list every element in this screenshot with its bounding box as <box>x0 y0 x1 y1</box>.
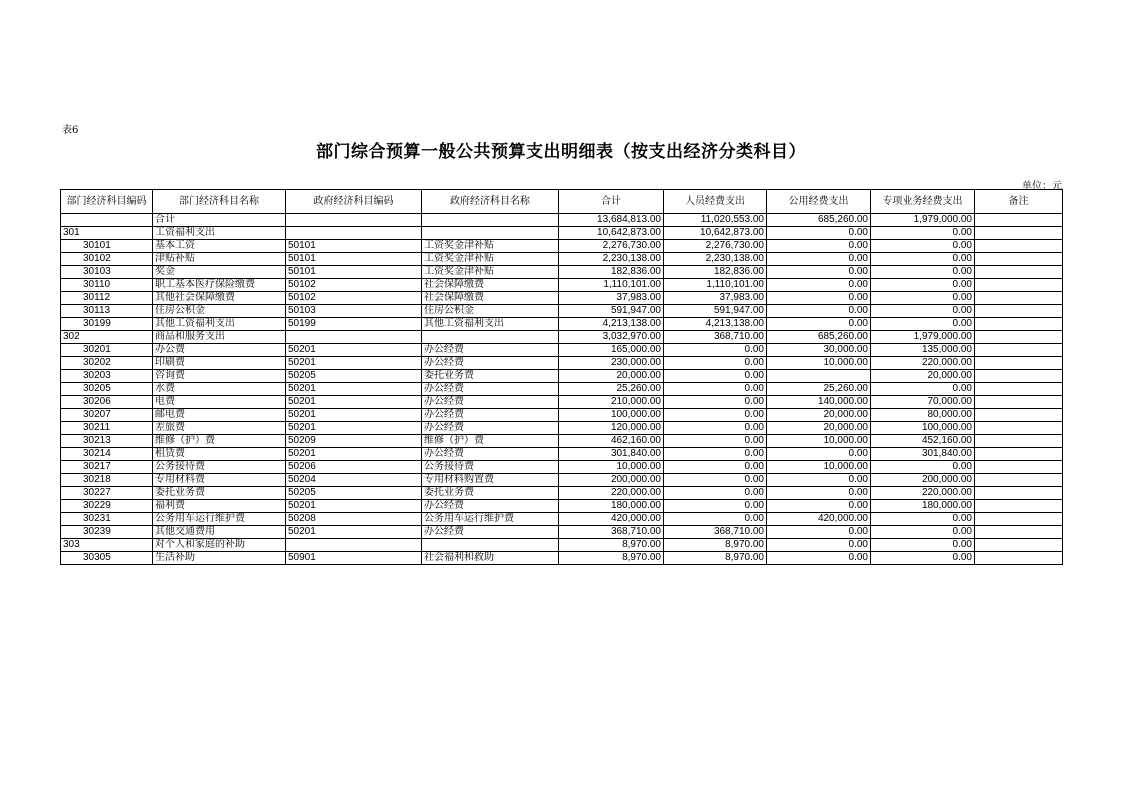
cell-personnel: 2,230,138.00 <box>664 253 767 266</box>
cell-public: 685,260.00 <box>767 214 871 227</box>
cell-dept-code: 30202 <box>61 357 153 370</box>
cell-remark <box>975 357 1063 370</box>
cell-dept-name: 奖金 <box>153 266 286 279</box>
cell-dept-code: 30206 <box>61 396 153 409</box>
cell-personnel: 4,213,138.00 <box>664 318 767 331</box>
cell-total: 37,983.00 <box>559 292 664 305</box>
cell-total: 8,970.00 <box>559 552 664 565</box>
cell-public: 685,260.00 <box>767 331 871 344</box>
header-public: 公用经费支出 <box>767 190 871 214</box>
table-row <box>61 539 1063 552</box>
table-row <box>61 409 1063 422</box>
cell-personnel: 368,710.00 <box>664 331 767 344</box>
cell-gov-name: 公务用车运行维护费 <box>422 513 559 526</box>
cell-gov-code: 50209 <box>286 435 422 448</box>
cell-personnel: 0.00 <box>664 448 767 461</box>
cell-gov-code: 50201 <box>286 383 422 396</box>
cell-gov-name: 维修（护）费 <box>422 435 559 448</box>
cell-dept-code: 30110 <box>61 279 153 292</box>
cell-dept-code: 30103 <box>61 266 153 279</box>
header-total: 合计 <box>559 190 664 214</box>
cell-remark <box>975 409 1063 422</box>
cell-dept-name: 印刷费 <box>153 357 286 370</box>
cell-remark <box>975 383 1063 396</box>
cell-gov-code: 50103 <box>286 305 422 318</box>
table-row <box>61 331 1063 344</box>
cell-dept-code: 30305 <box>61 552 153 565</box>
cell-gov-name <box>422 227 559 240</box>
cell-dept-code: 301 <box>61 227 153 240</box>
cell-gov-code: 50201 <box>286 448 422 461</box>
cell-gov-code <box>286 214 422 227</box>
cell-dept-name: 住房公积金 <box>153 305 286 318</box>
table-row <box>61 526 1063 539</box>
cell-remark <box>975 448 1063 461</box>
unit-label: 单位：元 <box>1022 181 1062 192</box>
cell-total: 220,000.00 <box>559 487 664 500</box>
cell-personnel: 2,276,730.00 <box>664 240 767 253</box>
cell-dept-name: 工资福利支出 <box>153 227 286 240</box>
cell-dept-code: 30217 <box>61 461 153 474</box>
cell-special: 0.00 <box>871 227 975 240</box>
cell-personnel: 182,836.00 <box>664 266 767 279</box>
cell-gov-name: 住房公积金 <box>422 305 559 318</box>
cell-gov-code: 50204 <box>286 474 422 487</box>
cell-personnel: 0.00 <box>664 357 767 370</box>
cell-remark <box>975 279 1063 292</box>
cell-dept-code: 30203 <box>61 370 153 383</box>
cell-total: 2,276,730.00 <box>559 240 664 253</box>
cell-dept-name: 办公费 <box>153 344 286 357</box>
cell-public: 0.00 <box>767 500 871 513</box>
cell-personnel: 1,110,101.00 <box>664 279 767 292</box>
cell-remark <box>975 292 1063 305</box>
table-row <box>61 370 1063 383</box>
cell-total: 120,000.00 <box>559 422 664 435</box>
header-personnel: 人员经费支出 <box>664 190 767 214</box>
cell-dept-name: 邮电费 <box>153 409 286 422</box>
table-row <box>61 513 1063 526</box>
cell-special: 0.00 <box>871 240 975 253</box>
cell-remark <box>975 474 1063 487</box>
cell-dept-name: 商品和服务支出 <box>153 331 286 344</box>
table-row <box>61 552 1063 565</box>
cell-gov-code: 50201 <box>286 409 422 422</box>
cell-gov-code <box>286 331 422 344</box>
cell-gov-name <box>422 539 559 552</box>
cell-total: 100,000.00 <box>559 409 664 422</box>
table-row <box>61 448 1063 461</box>
cell-total: 2,230,138.00 <box>559 253 664 266</box>
cell-dept-code: 30227 <box>61 487 153 500</box>
cell-special: 301,840.00 <box>871 448 975 461</box>
cell-total: 8,970.00 <box>559 539 664 552</box>
cell-dept-code: 30211 <box>61 422 153 435</box>
cell-gov-code: 50205 <box>286 487 422 500</box>
cell-personnel: 0.00 <box>664 396 767 409</box>
cell-dept-name: 公务接待费 <box>153 461 286 474</box>
cell-dept-code: 30214 <box>61 448 153 461</box>
cell-total: 200,000.00 <box>559 474 664 487</box>
cell-dept-code <box>61 214 153 227</box>
table-row <box>61 266 1063 279</box>
cell-total: 420,000.00 <box>559 513 664 526</box>
cell-remark <box>975 461 1063 474</box>
cell-total: 165,000.00 <box>559 344 664 357</box>
cell-public: 140,000.00 <box>767 396 871 409</box>
cell-special: 100,000.00 <box>871 422 975 435</box>
cell-gov-code: 50206 <box>286 461 422 474</box>
cell-special: 200,000.00 <box>871 474 975 487</box>
cell-dept-code: 30239 <box>61 526 153 539</box>
cell-special: 0.00 <box>871 253 975 266</box>
cell-remark <box>975 500 1063 513</box>
cell-special: 1,979,000.00 <box>871 214 975 227</box>
table-row <box>61 396 1063 409</box>
cell-personnel: 0.00 <box>664 513 767 526</box>
cell-special: 220,000.00 <box>871 357 975 370</box>
cell-gov-code <box>286 227 422 240</box>
cell-gov-name: 工资奖金津补贴 <box>422 266 559 279</box>
cell-special: 0.00 <box>871 461 975 474</box>
cell-dept-code: 30229 <box>61 500 153 513</box>
header-gov-code: 政府经济科目编码 <box>286 190 422 214</box>
cell-remark <box>975 227 1063 240</box>
cell-gov-code: 50102 <box>286 279 422 292</box>
cell-remark <box>975 318 1063 331</box>
cell-dept-name: 职工基本医疗保险缴费 <box>153 279 286 292</box>
cell-remark <box>975 422 1063 435</box>
cell-dept-code: 303 <box>61 539 153 552</box>
cell-personnel: 368,710.00 <box>664 526 767 539</box>
table-row <box>61 240 1063 253</box>
header-dept-code: 部门经济科目编码 <box>61 190 153 214</box>
cell-special: 20,000.00 <box>871 370 975 383</box>
cell-gov-name: 社会福利和救助 <box>422 552 559 565</box>
cell-dept-name: 专用材料费 <box>153 474 286 487</box>
cell-public: 0.00 <box>767 318 871 331</box>
table-row <box>61 383 1063 396</box>
cell-gov-name: 公务接待费 <box>422 461 559 474</box>
cell-gov-name: 办公经费 <box>422 396 559 409</box>
cell-remark <box>975 370 1063 383</box>
cell-dept-name: 福利费 <box>153 500 286 513</box>
cell-gov-code: 50901 <box>286 552 422 565</box>
cell-total: 182,836.00 <box>559 266 664 279</box>
cell-public: 0.00 <box>767 552 871 565</box>
cell-gov-name <box>422 331 559 344</box>
cell-total: 3,032,970.00 <box>559 331 664 344</box>
budget-detail-table <box>60 189 1063 565</box>
cell-total: 1,110,101.00 <box>559 279 664 292</box>
table-row <box>61 461 1063 474</box>
cell-remark <box>975 214 1063 227</box>
cell-remark <box>975 240 1063 253</box>
cell-public: 0.00 <box>767 266 871 279</box>
cell-special: 0.00 <box>871 539 975 552</box>
cell-gov-code: 50201 <box>286 357 422 370</box>
cell-dept-name: 对个人和家庭的补助 <box>153 539 286 552</box>
cell-public: 0.00 <box>767 526 871 539</box>
cell-public: 25,260.00 <box>767 383 871 396</box>
table-row <box>61 305 1063 318</box>
cell-public: 0.00 <box>767 279 871 292</box>
header-remark: 备注 <box>975 190 1063 214</box>
cell-gov-name: 社会保障缴费 <box>422 279 559 292</box>
table-row <box>61 474 1063 487</box>
cell-personnel: 0.00 <box>664 461 767 474</box>
cell-dept-name: 电费 <box>153 396 286 409</box>
table-row <box>61 435 1063 448</box>
table-row <box>61 357 1063 370</box>
cell-remark <box>975 513 1063 526</box>
cell-special: 0.00 <box>871 526 975 539</box>
cell-dept-code: 302 <box>61 331 153 344</box>
cell-dept-code: 30102 <box>61 253 153 266</box>
cell-public: 0.00 <box>767 253 871 266</box>
cell-gov-name: 办公经费 <box>422 344 559 357</box>
header-dept-name: 部门经济科目名称 <box>153 190 286 214</box>
cell-dept-name: 水费 <box>153 383 286 396</box>
cell-gov-code: 50102 <box>286 292 422 305</box>
table-row <box>61 500 1063 513</box>
cell-gov-name: 办公经费 <box>422 422 559 435</box>
cell-special: 135,000.00 <box>871 344 975 357</box>
cell-public: 0.00 <box>767 539 871 552</box>
cell-public: 20,000.00 <box>767 422 871 435</box>
cell-total: 230,000.00 <box>559 357 664 370</box>
cell-remark <box>975 435 1063 448</box>
cell-gov-name: 办公经费 <box>422 448 559 461</box>
cell-personnel: 0.00 <box>664 409 767 422</box>
cell-dept-code: 30201 <box>61 344 153 357</box>
cell-special: 0.00 <box>871 292 975 305</box>
cell-personnel: 8,970.00 <box>664 552 767 565</box>
cell-dept-name: 咨询费 <box>153 370 286 383</box>
cell-gov-name: 办公经费 <box>422 383 559 396</box>
table-row <box>61 318 1063 331</box>
table-row <box>61 253 1063 266</box>
cell-dept-code: 30113 <box>61 305 153 318</box>
cell-dept-name: 合计 <box>153 214 286 227</box>
cell-personnel: 0.00 <box>664 487 767 500</box>
cell-public: 10,000.00 <box>767 435 871 448</box>
cell-personnel: 10,642,873.00 <box>664 227 767 240</box>
cell-dept-name: 维修（护）费 <box>153 435 286 448</box>
cell-gov-code: 50101 <box>286 240 422 253</box>
cell-gov-code: 50205 <box>286 370 422 383</box>
cell-dept-code: 30231 <box>61 513 153 526</box>
cell-gov-name: 委托业务费 <box>422 487 559 500</box>
cell-special: 0.00 <box>871 383 975 396</box>
cell-remark <box>975 396 1063 409</box>
cell-gov-name: 社会保障缴费 <box>422 292 559 305</box>
cell-public: 0.00 <box>767 305 871 318</box>
cell-remark <box>975 253 1063 266</box>
cell-public: 10,000.00 <box>767 357 871 370</box>
table-row <box>61 344 1063 357</box>
cell-dept-name: 委托业务费 <box>153 487 286 500</box>
table-row <box>61 292 1063 305</box>
cell-gov-name: 办公经费 <box>422 357 559 370</box>
cell-dept-name: 公务用车运行维护费 <box>153 513 286 526</box>
cell-gov-name: 办公经费 <box>422 409 559 422</box>
cell-special: 0.00 <box>871 266 975 279</box>
table-row <box>61 422 1063 435</box>
cell-public: 10,000.00 <box>767 461 871 474</box>
cell-total: 180,000.00 <box>559 500 664 513</box>
cell-dept-name: 基本工资 <box>153 240 286 253</box>
cell-gov-code: 50201 <box>286 396 422 409</box>
cell-gov-name: 办公经费 <box>422 500 559 513</box>
cell-dept-code: 30112 <box>61 292 153 305</box>
cell-dept-name: 其他社会保障缴费 <box>153 292 286 305</box>
cell-dept-name: 津贴补贴 <box>153 253 286 266</box>
cell-public: 0.00 <box>767 227 871 240</box>
cell-dept-name: 租赁费 <box>153 448 286 461</box>
table-row <box>61 227 1063 240</box>
cell-remark <box>975 552 1063 565</box>
cell-gov-name: 专用材料购置费 <box>422 474 559 487</box>
cell-public: 20,000.00 <box>767 409 871 422</box>
cell-total: 591,947.00 <box>559 305 664 318</box>
cell-public <box>767 370 871 383</box>
cell-gov-code: 50201 <box>286 422 422 435</box>
cell-total: 20,000.00 <box>559 370 664 383</box>
cell-special: 0.00 <box>871 318 975 331</box>
cell-gov-code: 50101 <box>286 253 422 266</box>
cell-total: 210,000.00 <box>559 396 664 409</box>
cell-remark <box>975 539 1063 552</box>
cell-dept-code: 30199 <box>61 318 153 331</box>
table-row <box>61 487 1063 500</box>
cell-dept-name: 差旅费 <box>153 422 286 435</box>
cell-special: 1,979,000.00 <box>871 331 975 344</box>
cell-gov-name: 工资奖金津补贴 <box>422 253 559 266</box>
cell-gov-name: 其他工资福利支出 <box>422 318 559 331</box>
cell-personnel: 37,983.00 <box>664 292 767 305</box>
cell-remark <box>975 266 1063 279</box>
cell-dept-name: 其他工资福利支出 <box>153 318 286 331</box>
cell-total: 368,710.00 <box>559 526 664 539</box>
cell-special: 80,000.00 <box>871 409 975 422</box>
cell-total: 13,684,813.00 <box>559 214 664 227</box>
cell-special: 452,160.00 <box>871 435 975 448</box>
cell-public: 0.00 <box>767 487 871 500</box>
cell-special: 0.00 <box>871 513 975 526</box>
table-row <box>61 214 1063 227</box>
cell-personnel: 0.00 <box>664 474 767 487</box>
cell-public: 30,000.00 <box>767 344 871 357</box>
cell-dept-code: 30205 <box>61 383 153 396</box>
cell-gov-name: 工资奖金津补贴 <box>422 240 559 253</box>
cell-gov-code: 50199 <box>286 318 422 331</box>
cell-personnel: 0.00 <box>664 500 767 513</box>
cell-dept-code: 30207 <box>61 409 153 422</box>
cell-personnel: 11,020,553.00 <box>664 214 767 227</box>
cell-gov-name: 办公经费 <box>422 526 559 539</box>
cell-special: 220,000.00 <box>871 487 975 500</box>
table-header-row <box>61 190 1063 214</box>
table-number-label: 表6 <box>62 125 79 136</box>
table-body <box>61 214 1063 565</box>
cell-personnel: 8,970.00 <box>664 539 767 552</box>
table-row <box>61 279 1063 292</box>
cell-public: 0.00 <box>767 474 871 487</box>
cell-special: 0.00 <box>871 305 975 318</box>
cell-personnel: 0.00 <box>664 435 767 448</box>
cell-personnel: 0.00 <box>664 370 767 383</box>
cell-dept-name: 生活补助 <box>153 552 286 565</box>
cell-gov-code: 50208 <box>286 513 422 526</box>
cell-gov-code: 50201 <box>286 526 422 539</box>
cell-public: 420,000.00 <box>767 513 871 526</box>
cell-personnel: 0.00 <box>664 344 767 357</box>
cell-gov-name <box>422 214 559 227</box>
cell-special: 0.00 <box>871 279 975 292</box>
cell-public: 0.00 <box>767 292 871 305</box>
cell-remark <box>975 526 1063 539</box>
cell-dept-code: 30101 <box>61 240 153 253</box>
cell-gov-code: 50101 <box>286 266 422 279</box>
page-title: 部门综合预算一般公共预算支出明细表（按支出经济分类科目） <box>316 142 806 162</box>
cell-gov-code <box>286 539 422 552</box>
cell-gov-code: 50201 <box>286 344 422 357</box>
cell-remark <box>975 487 1063 500</box>
cell-dept-code: 30218 <box>61 474 153 487</box>
cell-special: 0.00 <box>871 552 975 565</box>
cell-total: 25,260.00 <box>559 383 664 396</box>
cell-personnel: 0.00 <box>664 383 767 396</box>
cell-public: 0.00 <box>767 240 871 253</box>
cell-total: 462,160.00 <box>559 435 664 448</box>
header-special: 专项业务经费支出 <box>871 190 975 214</box>
cell-personnel: 591,947.00 <box>664 305 767 318</box>
cell-dept-name: 其他交通费用 <box>153 526 286 539</box>
cell-special: 180,000.00 <box>871 500 975 513</box>
cell-total: 10,000.00 <box>559 461 664 474</box>
cell-total: 4,213,138.00 <box>559 318 664 331</box>
cell-special: 70,000.00 <box>871 396 975 409</box>
cell-remark <box>975 305 1063 318</box>
cell-dept-code: 30213 <box>61 435 153 448</box>
cell-remark <box>975 344 1063 357</box>
cell-total: 301,840.00 <box>559 448 664 461</box>
cell-gov-name: 委托业务费 <box>422 370 559 383</box>
cell-gov-code: 50201 <box>286 500 422 513</box>
cell-personnel: 0.00 <box>664 422 767 435</box>
cell-total: 10,642,873.00 <box>559 227 664 240</box>
header-gov-name: 政府经济科目名称 <box>422 190 559 214</box>
cell-public: 0.00 <box>767 448 871 461</box>
cell-remark <box>975 331 1063 344</box>
